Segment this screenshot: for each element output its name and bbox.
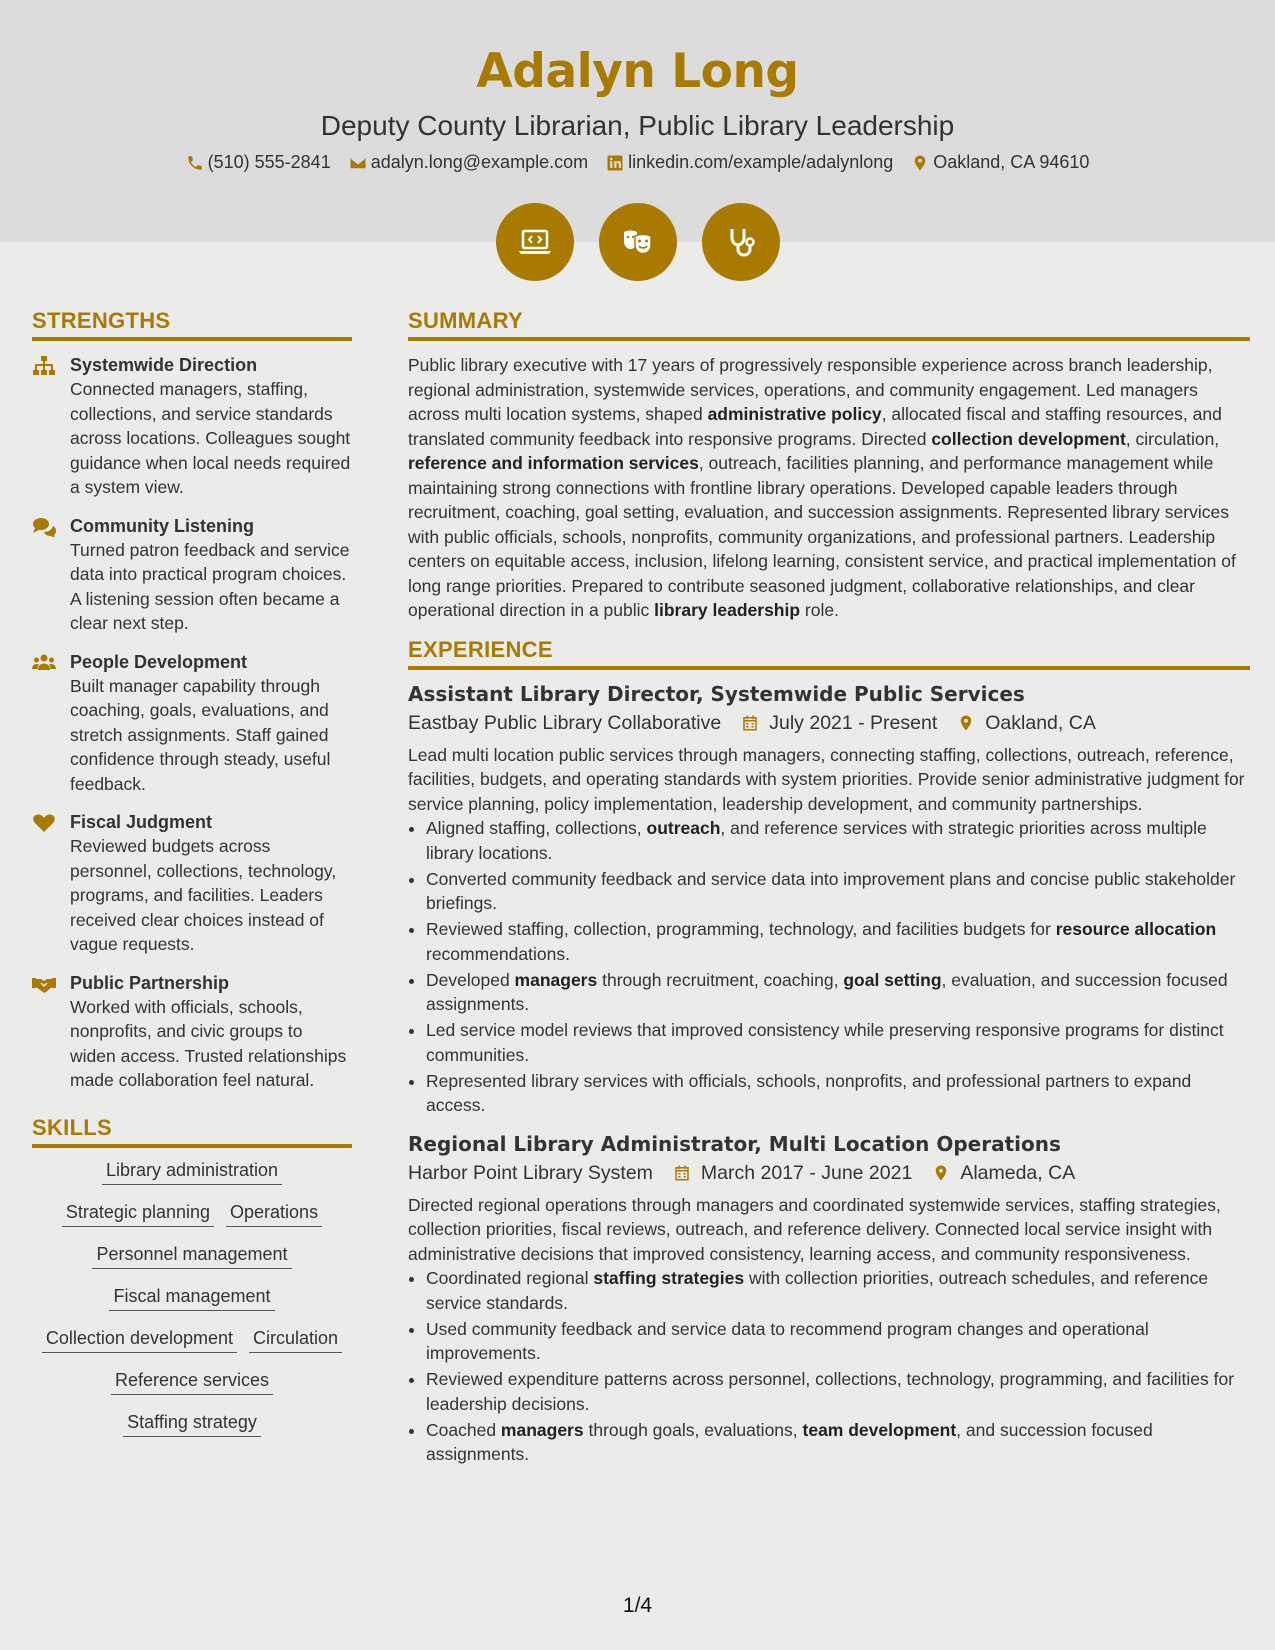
summary-heading: SUMMARY [408,308,1250,341]
calendar-icon [673,1164,691,1182]
strength-item [32,810,352,957]
strength-item [32,514,352,636]
job-organization: Harbor Point Library System [408,1161,653,1184]
contact-email[interactable] [349,152,588,173]
page-number: 1/4 [622,1594,653,1617]
job-location: Oakland, CA [985,711,1096,734]
strength-title: Public Partnership [70,972,230,993]
skill-tag: Reference services [111,1370,273,1395]
experience-heading: EXPERIENCE [408,637,1250,670]
strength-description: Built manager capability through coaching, goals, evaluations, and stretch assignments. Staff gained confidence through steady, useful feedback. [70,675,331,794]
skill-tag: Personnel management [92,1244,291,1269]
heart-icon [32,813,56,833]
skills-heading: SKILLS [32,1115,352,1148]
candidate-headline: Deputy County Librarian, Public Library Leadership [320,110,955,141]
skill-tag: Fiscal management [109,1286,274,1311]
strength-item [32,971,352,1093]
phone-icon [186,154,204,172]
contact-bar [0,152,1275,173]
strength-item [32,353,352,500]
comments-icon [32,517,56,537]
strength-title: Fiscal Judgment [70,812,213,832]
job-location: Alameda, CA [960,1161,1076,1184]
job-title: Regional Library Administrator, Multi Location Operations [408,1131,1061,1156]
skill-tag: Circulation [249,1328,342,1353]
bullet-item: • Aligned staffing, collections, outreach, and reference services with strategic priorities across multiple library locations. [426,816,1250,865]
skill-tag: Library administration [102,1160,282,1185]
contact-linkedin[interactable] [606,152,893,173]
strength-description: Reviewed budgets across personnel, collections, technology, programs, and facilities. Leaders received clear choices instead of vague requests. [70,836,337,954]
users-icon [32,653,56,673]
map-marker-icon [932,1164,950,1182]
envelope-icon [349,154,367,172]
skill-tag: Operations [226,1202,322,1227]
strengths-heading: STRENGTHS [32,308,352,341]
right-column [408,308,1250,1468]
skills-list [32,1160,352,1437]
map-marker-icon [957,714,975,732]
bullet-item: • Converted community feedback and service data into improvement plans and concise public stakeholder briefings. [426,867,1250,916]
strength-title: People Development [70,651,248,672]
contact-phone[interactable] [186,152,331,173]
bullet-item: • Developed managers through recruitment, coaching, goal setting, evaluation, and succession focused assignments. [426,968,1250,1017]
interest-badges [0,203,1275,281]
stethoscope-badge [702,203,780,281]
linkedin-icon [606,154,624,172]
skill-tag: Strategic planning [62,1202,214,1227]
strength-description: Worked with officials, schools, nonprofits, and civic groups to widen access. Trusted relationships made collaboration feel natural. [70,996,347,1090]
skill-tag: Collection development [42,1328,237,1353]
location-text: Oakland, CA 94610 [933,152,1090,172]
resume-header [0,0,1275,242]
strength-title: Community Listening [70,515,254,536]
calendar-icon [741,714,759,732]
job-meta [408,712,1250,735]
summary-text: Public library executive with 17 years of progressively responsible experience across branch leadership, regional administration, systemwide services, operations, and community engagement. Led managers across multi location systems, shaped administrative policy, allocated fiscal and staffing resources, and translated community feedback into responsive programs. Directed collection development, circulation, reference and information services, outreach, facilities planning, and performance management while maintaining strong connections with frontline library operations. Developed capable leaders through recruitment, coaching, goal setting, evaluation, and succession assignments. Represented library services with public officials, schools, nonprofits, community organizations, and professional partners. Leadership centers on equitable access, inclusion, lifelong learning, consistent service, and practical implementation of long range priorities. Prepared to contribute seasoned judgment, collaborative relationships, and clear operational direction in a public library leadership role. [408,355,1236,620]
linkedin-text: linkedin.com/example/adalynlong [628,152,894,172]
job-dates: March 2017 - June 2021 [700,1161,913,1184]
laptop-code-icon [515,222,555,262]
theater-masks-icon [618,222,658,262]
sitemap-icon [32,356,56,376]
job-bullets [408,816,1250,1118]
job-title: Assistant Library Director, Systemwide Public Services [408,681,1025,706]
strength-title: Systemwide Direction [70,355,258,375]
candidate-name: Adalyn Long [476,44,799,99]
job-dates: July 2021 - Present [769,711,938,734]
contact-location [911,152,1089,173]
map-marker-icon [911,154,929,172]
bullet-item: • Represented library services with officials, schools, nonprofits, and professional partners to expand access. [426,1069,1250,1118]
job-description: Directed regional operations through managers and coordinated systemwide services, staffing strategies, collection priorities, fiscal reviews, outreach, and reference delivery. Connected local service insight with administrative decisions that improved consistency, learning access, and community responsiveness. [408,1194,1221,1264]
job-description: Lead multi location public services through managers, connecting staffing, collections, outreach, reference, facilities, budgets, and operating standards with system priorities. Provide senior administrative judgment for service planning, policy implementation, leadership development, and community partnerships. [408,744,1245,814]
strength-description: Turned patron feedback and service data into practical program choices. A listening session often became a clear next step. [70,539,350,633]
skill-tag: Staffing strategy [123,1412,261,1437]
job-bullets [408,1266,1250,1467]
job-entry [408,682,1250,1118]
phone-text: (510) 555-2841 [207,152,331,172]
bullet-item: • Led service model reviews that improved consistency while preserving responsive programs for distinct communities. [426,1018,1250,1067]
bullet-item: • Used community feedback and service data to recommend program changes and operational improvements. [426,1317,1250,1366]
bullet-item: • Coached managers through goals, evaluations, team development, and succession focused assignments. [426,1418,1250,1467]
handshake-icon [32,974,56,994]
email-text: adalyn.long@example.com [370,152,589,172]
strength-item [32,650,352,797]
job-entry [408,1132,1250,1467]
bullet-item: • Reviewed staffing, collection, programming, technology, and facilities budgets for resource allocation recommendations. [426,917,1250,966]
strength-description: Connected managers, staffing, collections, and service standards across locations. Colleagues sought guidance when local needs required a system view. [70,379,351,497]
job-meta [408,1162,1250,1185]
laptop-code-badge [496,203,574,281]
left-column [32,308,352,1454]
bullet-item: • Reviewed expenditure patterns across personnel, collections, technology, programming, and facilities for leadership decisions. [426,1367,1250,1416]
stethoscope-icon [721,222,761,262]
theater-masks-badge [599,203,677,281]
job-organization: Eastbay Public Library Collaborative [408,711,722,734]
bullet-item: • Coordinated regional staffing strategies with collection priorities, outreach schedules, and reference service standards. [426,1266,1250,1315]
